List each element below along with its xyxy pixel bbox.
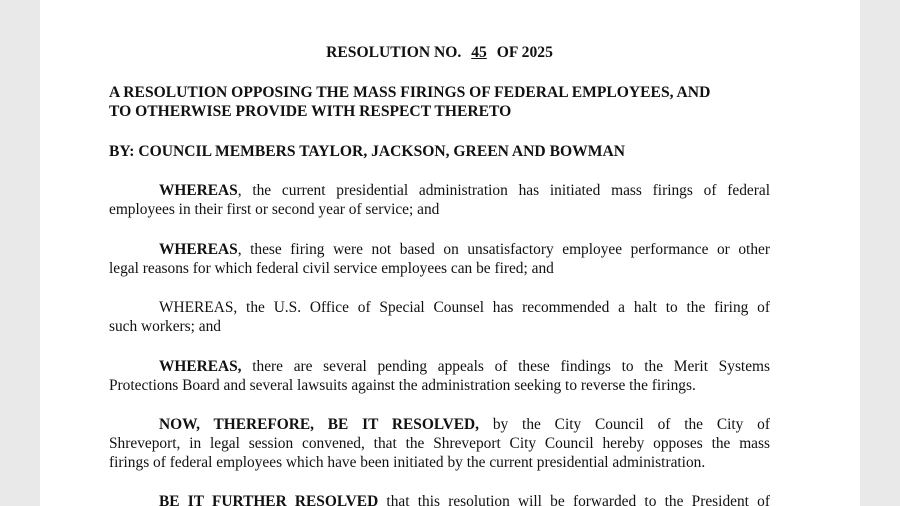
paragraph-lead: BE IT FURTHER RESOLVED — [159, 493, 379, 506]
paragraph-whereas-1 — [109, 181, 770, 219]
sponsors-line: BY: COUNCIL MEMBERS TAYLOR, JACKSON, GREEN AND BOWMAN — [109, 143, 625, 160]
paragraph-continuation-2: firings of federal employees which have been initiated by the current presidential administration. — [109, 454, 706, 471]
resolution-number: 45 — [471, 44, 487, 61]
paragraph-whereas-2 — [109, 240, 770, 278]
subject-line-2: TO OTHERWISE PROVIDE WITH RESPECT THERETO — [109, 103, 512, 120]
paragraph-further-resolved — [109, 492, 770, 506]
page-margin-right — [860, 0, 900, 506]
document-page — [40, 0, 860, 506]
subject-line-1: A RESOLUTION OPPOSING THE MASS FIRINGS OF FEDERAL EMPLOYEES, AND — [109, 84, 711, 101]
paragraph-line — [109, 181, 770, 200]
paragraph-lead: NOW, THEREFORE, BE IT RESOLVED, — [159, 416, 480, 433]
paragraph-line — [109, 415, 770, 434]
page-margin-left — [0, 0, 40, 506]
paragraph-whereas-3 — [109, 298, 770, 336]
resolution-subject — [109, 83, 770, 121]
paragraph-whereas-4 — [109, 357, 770, 395]
paragraph-continuation: employees in their first or second year of service; and — [109, 201, 440, 218]
paragraph-line — [109, 240, 770, 259]
resolution-title — [109, 43, 770, 62]
paragraph-continuation: such workers; and — [109, 318, 221, 335]
paragraph-line — [109, 492, 770, 506]
paragraph-line — [109, 298, 770, 317]
paragraph-continuation: Protections Board and several lawsuits against the administration seeking to reverse the firings. — [109, 377, 696, 394]
title-prefix: RESOLUTION NO. — [326, 44, 462, 61]
paragraph-line — [109, 357, 770, 376]
paragraph-now-therefore — [109, 415, 770, 472]
paragraph-text: WHEREAS, the U.S. Office of Special Counsel has recommended a halt to the firing of — [159, 299, 770, 316]
paragraph-text: by the City Council of the City of — [479, 416, 770, 433]
paragraph-text: , the current presidential administration has initiated mass firings of federal — [237, 182, 770, 199]
paragraph-text: there are several pending appeals of these findings to the Merit Systems — [241, 358, 770, 375]
paragraph-lead: WHEREAS — [159, 241, 238, 258]
paragraph-text: , these firing were not based on unsatisfactory employee performance or other — [237, 241, 770, 258]
title-suffix: OF 2025 — [496, 44, 553, 61]
paragraph-lead: WHEREAS — [159, 182, 238, 199]
paragraph-lead: WHEREAS, — [159, 358, 242, 375]
paragraph-continuation: legal reasons for which federal civil service employees can be fired; and — [109, 260, 554, 277]
paragraph-continuation: Shreveport, in legal session convened, that the Shreveport City Council hereby opposes the mass — [109, 435, 770, 452]
paragraph-text: that this resolution will be forwarded to the President of — [378, 493, 770, 506]
